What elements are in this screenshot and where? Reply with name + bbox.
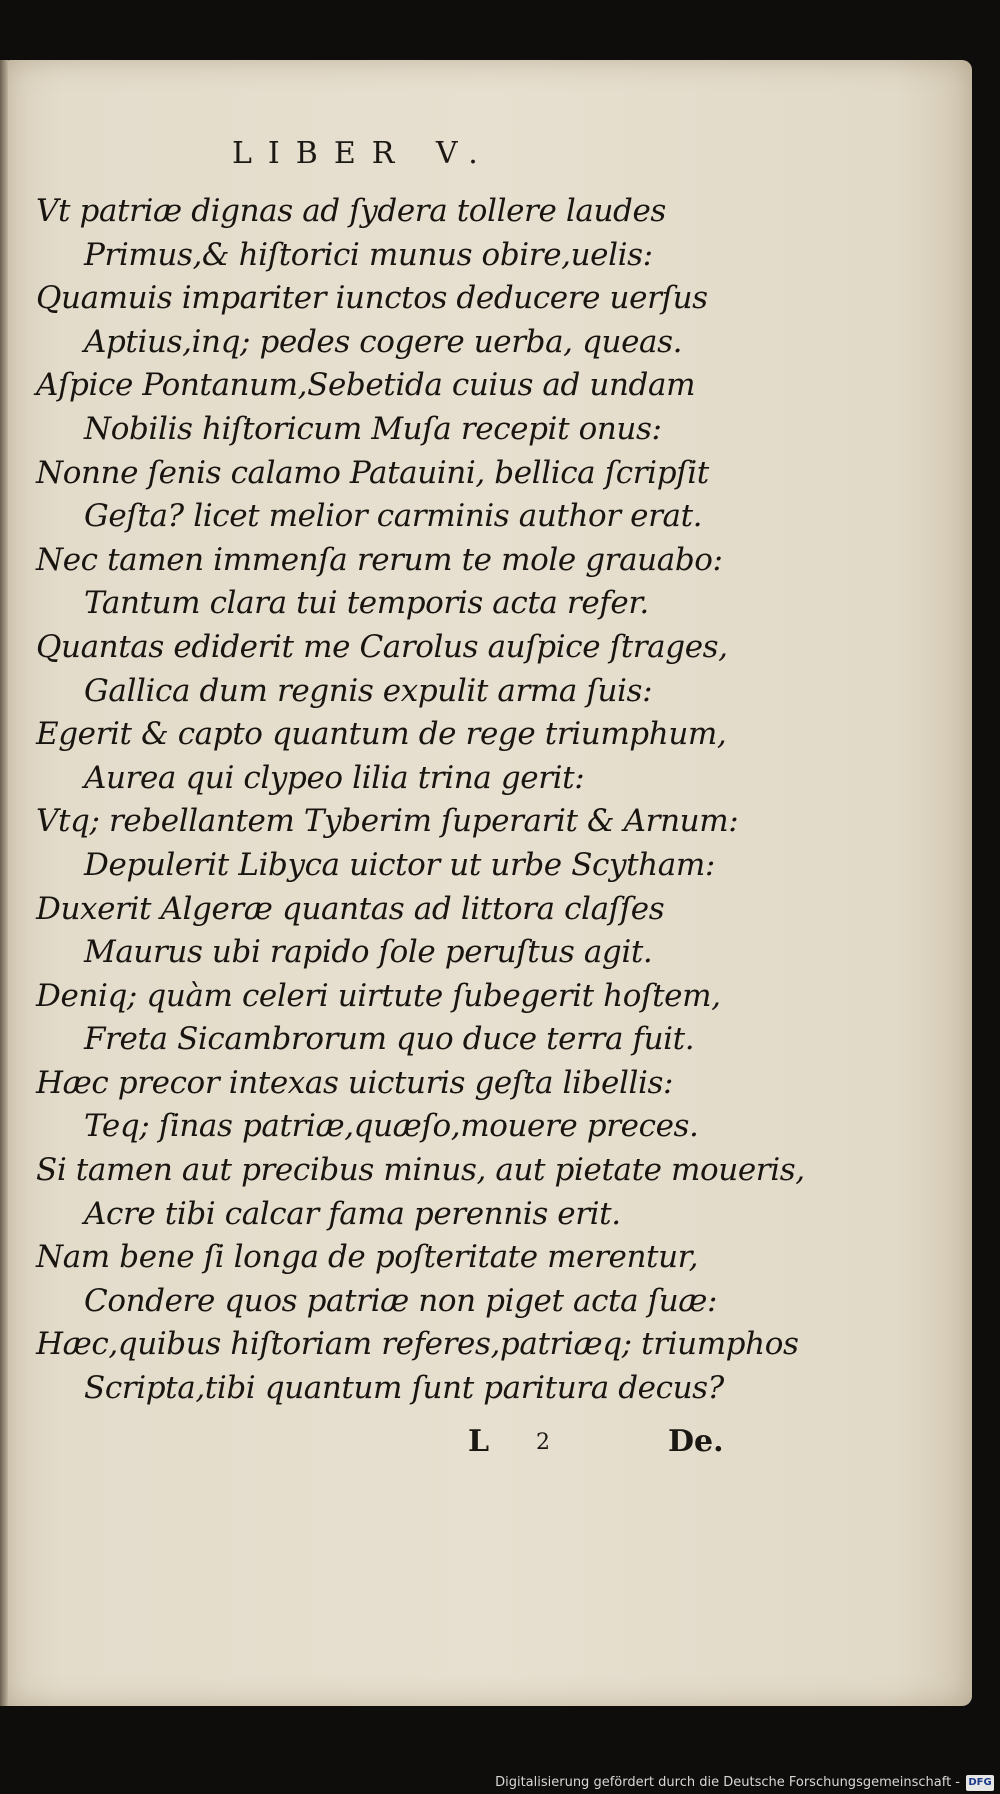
catchword: De. <box>668 1424 724 1459</box>
signature-mark: L <box>468 1424 490 1459</box>
verse-line: Vt patriæ dignas ad ſydera tollere laudes <box>36 193 666 229</box>
verse-line: Aſpice Pontanum,Sebetida cuius ad undam <box>36 367 696 404</box>
digitization-credit: Digitalisierung gefördert durch die Deutsche Forschungsgemeinschaft - <box>495 1775 960 1790</box>
verse-line: Duxerit Algeræ quantas ad littora claſſes <box>36 890 665 927</box>
verse-line: Nonne ſenis calamo Patauini, bellica ſcripſit <box>36 454 709 491</box>
dfg-logo: DFG <box>966 1775 994 1791</box>
signature-number: 2 <box>536 1430 550 1455</box>
running-head: LIBER V. <box>232 136 494 171</box>
verse-line: Hæc precor intexas uicturis geſta libellis: <box>36 1064 674 1101</box>
verse-line: Hæc,quibus hiſtoriam referes,patriæq; triumphos <box>36 1326 799 1363</box>
verse-line: Nam bene ſi longa de poſteritate merentur, <box>36 1239 699 1276</box>
verse-line: Primus,& hiſtorici munus obire,uelis: <box>84 236 653 273</box>
verse-line: Gallica dum regnis expulit arma ſuis: <box>84 672 653 709</box>
verse-line: Condere quos patriæ non piget acta ſuæ: <box>84 1282 718 1319</box>
verse-line: Vtq; rebellantem Tyberim ſuperarit & Arnum: <box>36 803 739 840</box>
verse-line: Aurea qui clypeo lilia trina gerit: <box>84 759 585 796</box>
verse-line: Egerit & capto quantum de rege triumphum, <box>36 716 727 753</box>
verse-line: Deniq; quàm celeri uirtute ſubegerit hoſtem, <box>36 977 721 1014</box>
verse-line: Scripta,tibi quantum ſunt paritura decus? <box>84 1370 724 1407</box>
page-gutter-edge <box>0 60 8 1706</box>
verse-line: Aptius,inq; pedes cogere uerba, queas. <box>84 323 683 360</box>
verse-line: Teq; ſinas patriæ,quæſo,mouere preces. <box>84 1108 699 1145</box>
verse-line: Quantas ediderit me Carolus auſpice ſtrages, <box>36 628 728 665</box>
verse-line: Depulerit Libyca uictor ut urbe Scytham: <box>84 846 715 883</box>
verse-line: Acre tibi calcar fama perennis erit. <box>84 1195 621 1232</box>
poem-text <box>36 190 805 1411</box>
verse-line: Si tamen aut precibus minus, aut pietate moueris, <box>36 1152 805 1189</box>
verse-line: Geſta? licet melior carminis author erat. <box>84 498 703 535</box>
verse-line: Quamuis impariter iunctos deducere uerſus <box>36 280 708 317</box>
verse-line: Nobilis hiſtoricum Muſa recepit onus: <box>84 410 662 447</box>
verse-line: Maurus ubi rapido ſole peruſtus agit. <box>84 934 653 971</box>
verse-line: Freta Sicambrorum quo duce terra fuit. <box>84 1021 695 1058</box>
verse-line: Nec tamen immenſa rerum te mole grauabo: <box>36 541 723 578</box>
verse-line: Tantum clara tui temporis acta refer. <box>84 585 649 622</box>
